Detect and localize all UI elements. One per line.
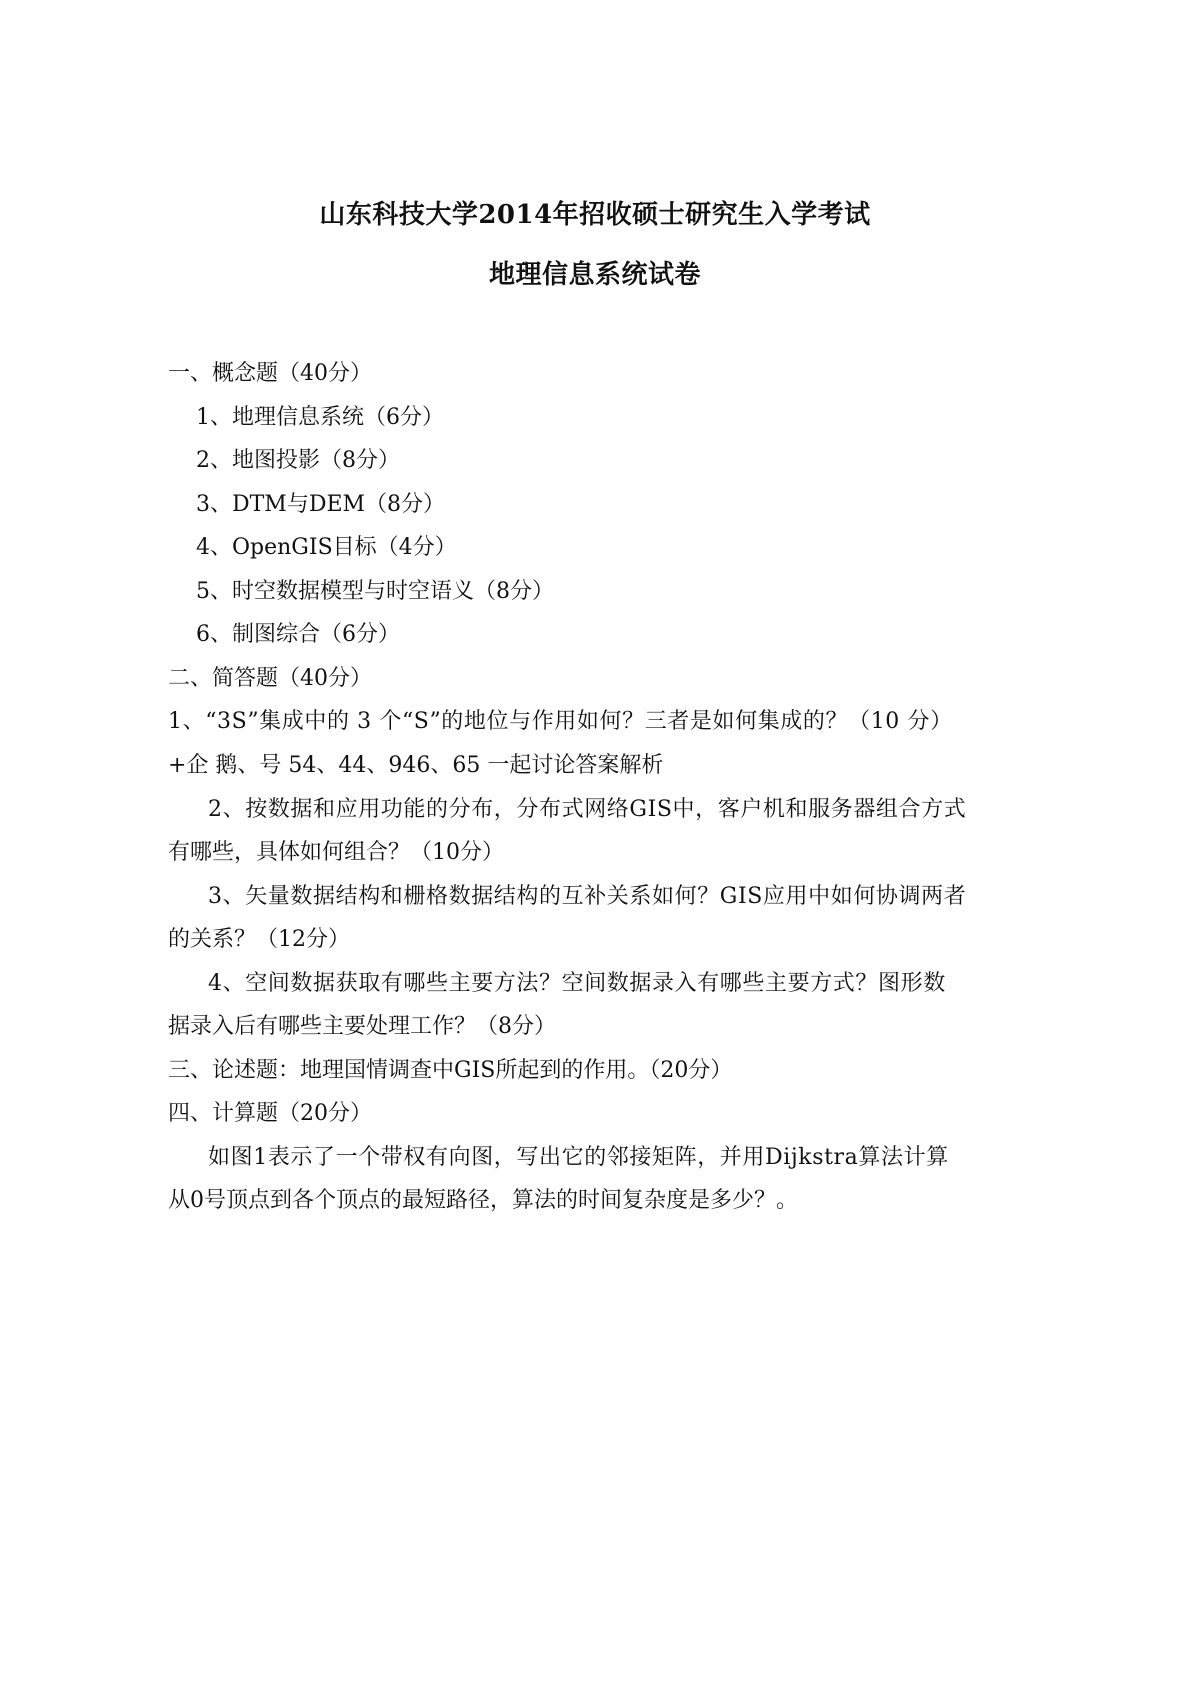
question-2-2-line2: 有哪些，具体如何组合？（10分） — [168, 840, 504, 865]
exam-subtitle: 地理信息系统试卷 — [488, 260, 701, 290]
question-2-4-line1: 4、空间数据获取有哪些主要方法？空间数据录入有哪些主要方式？图形数 — [208, 971, 946, 996]
section1-item: 5、时空数据模型与时空语义（8分） — [196, 579, 554, 604]
question-2-4-line2: 据录入后有哪些主要处理工作？（8分） — [168, 1014, 556, 1039]
question-2-3-line1: 3、矢量数据结构和栅格数据结构的互补关系如何？GIS应用中如何协调两者 — [208, 884, 967, 909]
section3-heading: 三、论述题：地理国情调查中GIS所起到的作用。（20分） — [168, 1058, 733, 1083]
section2-heading: 二、简答题（40分） — [168, 666, 372, 691]
question-2-1-line1: 1、“3S”集成中的 3 个“S”的地位与作用如何？三者是如何集成的？（10 分） — [168, 709, 953, 734]
question-2-1-line2: +企 鹅、号 54、44、946、65 一起讨论答案解析 — [168, 753, 664, 778]
section1-heading: 一、概念题（40分） — [168, 361, 372, 386]
section4-problem-line2: 从0号顶点到各个顶点的最短路径，算法的时间复杂度是多少？。 — [168, 1188, 798, 1213]
section1-item: 2、地图投影（8分） — [196, 448, 400, 473]
section1-item: 3、DTM与DEM（8分） — [196, 492, 446, 517]
section4-heading: 四、计算题（20分） — [168, 1101, 372, 1126]
question-2-3-line2: 的关系？（12分） — [168, 927, 350, 952]
question-2-2-line1: 2、按数据和应用功能的分布，分布式网络GIS中，客户机和服务器组合方式 — [208, 797, 967, 822]
section1-item: 6、制图综合（6分） — [196, 622, 400, 647]
section1-item: 1、地理信息系统（6分） — [196, 405, 444, 430]
section1-item: 4、OpenGIS目标（4分） — [196, 535, 457, 560]
exam-title: 山东科技大学2014年招收硕士研究生入学考试 — [319, 200, 871, 230]
section4-problem-line1: 如图1表示了一个带权有向图，写出它的邻接矩阵，并用Dijkstra算法计算 — [208, 1145, 949, 1170]
